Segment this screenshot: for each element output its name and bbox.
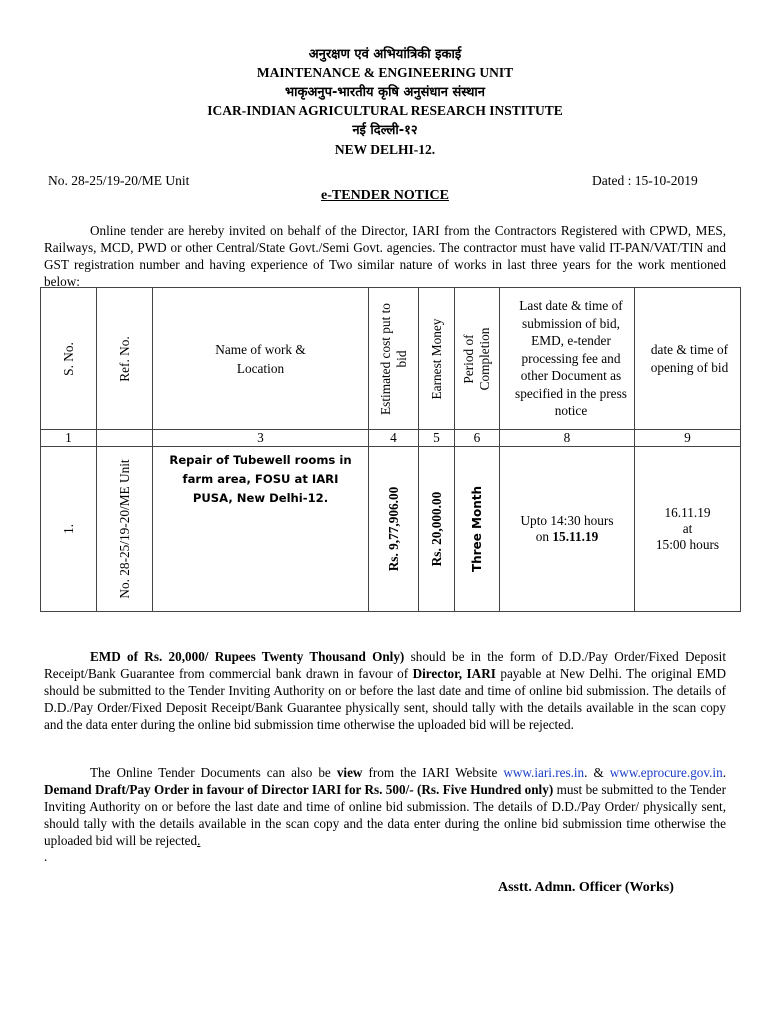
table-header-row: [41, 288, 741, 430]
row-last-date: Upto 14:30 hours on 15.11.19: [500, 447, 635, 612]
colnum-4: 4: [369, 430, 419, 447]
hindi-city-heading: नई दिल्ली-१२: [352, 123, 418, 138]
iari-website-link[interactable]: www.iari.res.in: [503, 765, 585, 780]
hindi-institute-heading: भाकृअनुप-भारतीय कृषि अनुसंधान संस्थान: [285, 85, 485, 100]
notice-date: Dated : 15-10-2019: [592, 173, 698, 188]
row-sno: 1.: [41, 447, 97, 612]
row-emd: Rs. 20,000.00: [419, 447, 455, 612]
table-row: [41, 447, 741, 612]
institute-heading: ICAR-INDIAN AGRICULTURAL RESEARCH INSTITUTE: [207, 103, 563, 118]
colnum-5: 5: [419, 430, 455, 447]
notice-title: e-TENDER NOTICE: [321, 188, 449, 203]
colnum-3: 3: [153, 430, 369, 447]
colnum-8: 8: [500, 430, 635, 447]
trailing-dot: .: [44, 849, 48, 864]
colnum-9: 9: [635, 430, 741, 447]
colnum-1: 1: [41, 430, 97, 447]
header-work: Name of work & Location: [153, 288, 369, 430]
row-opening: 16.11.19 at 15:00 hours: [635, 447, 741, 612]
eprocure-website-link[interactable]: www.eprocure.gov.in: [609, 765, 723, 780]
reference-number: No. 28-25/19-20/ME Unit: [48, 173, 190, 188]
column-number-row: [41, 430, 741, 447]
hindi-unit-heading: अनुरक्षण एवं अभियांत्रिकी इकाई: [308, 47, 462, 62]
header-sno: S. No.: [41, 288, 97, 430]
emd-paragraph: EMD of Rs. 20,000/ Rupees Twenty Thousand Only) should be in the form of D.D./Pay Order/Fixed Deposit Receipt/Bank Guarantee from commercial bank drawn in favour of Director, IARI payable at New Delhi. The original EMD should be submitted to the Tender Inviting Authority on or before the last date and time of online bid submission. The details of D.D./Pay Order/Fixed Deposit Receipt/Bank Guarantee physically sent, should tally with the details available in the scan copy and the data enter during the online bid submission time otherwise the uploaded bid will be rejected.: [44, 649, 726, 732]
signature: Asstt. Admn. Officer (Works): [498, 880, 674, 895]
header-opening: date & time of opening of bid: [635, 288, 741, 430]
header-last-date: Last date & time of submission of bid, EMD, e-tender processing fee and other Document as specified in the press notice: [500, 288, 635, 430]
header-emd: Earnest Money: [419, 288, 455, 430]
header-period: Period of Completion: [455, 288, 500, 430]
header-cost: Estimated cost put to bid: [369, 288, 419, 430]
header-ref: Ref. No.: [97, 288, 153, 430]
row-cost: Rs. 9,77,906.00: [369, 447, 419, 612]
intro-paragraph: Online tender are hereby invited on behalf of the Director, IARI from the Contractors Registered with CPWD, MES, Railways, MCD, PWD or other Central/State Govt./Semi Govt. agencies. The contractor must have valid IT-PAN/VAT/TIN and GST registration number and having experience of Two similar nature of works in last three years for the work mentioned below:: [44, 223, 726, 289]
row-work: Repair of Tubewell rooms in farm area, FOSU at IARI PUSA, New Delhi-12.: [153, 447, 369, 612]
unit-heading: MAINTENANCE & ENGINEERING UNIT: [256, 65, 514, 80]
row-ref: No. 28-25/19-20/ME Unit: [97, 447, 153, 612]
colnum-6: 6: [455, 430, 500, 447]
colnum-2: [97, 430, 153, 447]
city-heading: NEW DELHI-12.: [334, 142, 436, 157]
documents-paragraph: The Online Tender Documents can also be view from the IARI Website www.iari.res.in. & www.eprocure.gov.in. Demand Draft/Pay Order in favour of Director IARI for Rs. 500/- (Rs. Five Hundred only) must be submitted to the Tender Inviting Authority on or before the last date and time of online bid submission. The details of D.D./Pay Order/ physically sent, should tally with the details available in the scan copy and the data enter during the online bid submission time otherwise the uploaded bid will be rejected.: [44, 765, 726, 848]
tender-table: [40, 287, 741, 612]
row-period: Three Month: [455, 447, 500, 612]
